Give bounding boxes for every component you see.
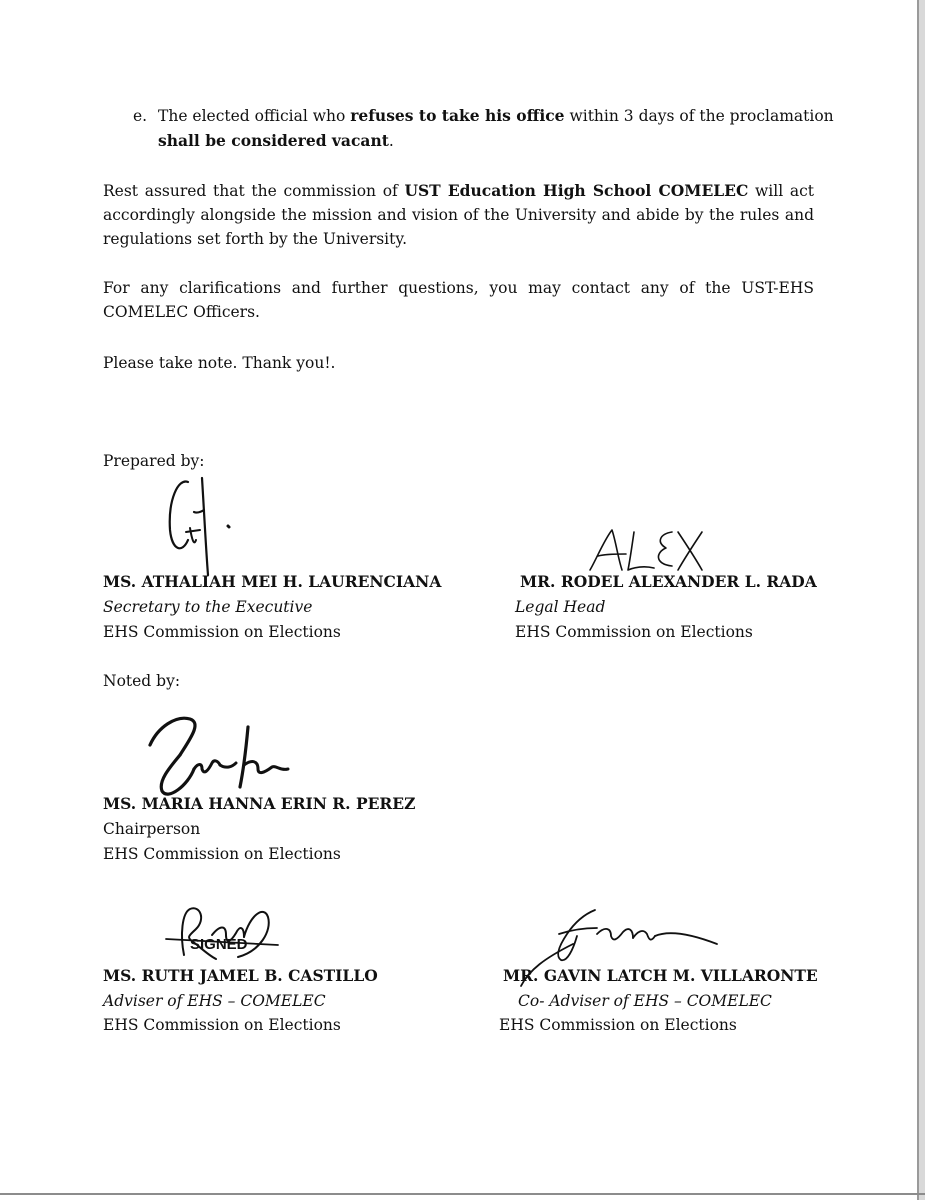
signatory-org-laurenciana: EHS Commission on Elections — [103, 623, 341, 641]
list-marker-e: e. — [133, 107, 148, 125]
signatory-title-villaronte: Co- Adviser of EHS – COMELEC — [518, 992, 772, 1010]
paragraph-clarifications: For any clarifications and further questions, you may contact any of the UST-EHS COMELEC Officers. — [103, 279, 814, 321]
signatory-name-castillo: MS. RUTH JAMEL B. CASTILLO — [103, 966, 378, 985]
item-e-line2: shall be considered vacant. — [158, 131, 394, 150]
item-e-line1: The elected official who refuses to take his office within 3 days of the proclamation — [158, 106, 834, 125]
signatory-name-perez: MS. MARIA HANNA ERIN R. PEREZ — [103, 794, 416, 813]
signatory-title-laurenciana: Secretary to the Executive — [103, 598, 313, 616]
signatory-org-rada: EHS Commission on Elections — [515, 623, 753, 641]
signatory-title-perez: Chairperson — [103, 820, 201, 838]
signed-stamp-text: SIGNED — [190, 936, 248, 953]
page-bottom-edge — [0, 1193, 925, 1195]
paragraph-rest-assured: Rest assured that the commission of UST Education High School COMELEC will act accordingly alongside the mission and vision of the University and abide by the rules and regulations set forth by the University. — [103, 181, 815, 248]
signatory-title-castillo: Adviser of EHS – COMELEC — [103, 992, 326, 1010]
paragraph-take-note: Please take note. Thank you!. — [103, 354, 336, 372]
signature-laurenciana — [160, 470, 250, 580]
signatory-name-villaronte: MR. GAVIN LATCH M. VILLARONTE — [503, 966, 818, 985]
signatory-name-rada: MR. RODEL ALEXANDER L. RADA — [520, 572, 817, 591]
noted-by-label: Noted by: — [103, 672, 181, 690]
page-shadow — [919, 0, 925, 1200]
signatory-org-castillo: EHS Commission on Elections — [103, 1016, 341, 1034]
signatory-org-perez: EHS Commission on Elections — [103, 845, 341, 863]
prepared-by-label: Prepared by: — [103, 452, 205, 470]
signatory-title-rada: Legal Head — [515, 598, 606, 616]
signature-castillo — [160, 895, 280, 970]
signatory-name-laurenciana: MS. ATHALIAH MEI H. LAURENCIANA — [103, 572, 442, 591]
signatory-org-villaronte: EHS Commission on Elections — [499, 1016, 737, 1034]
